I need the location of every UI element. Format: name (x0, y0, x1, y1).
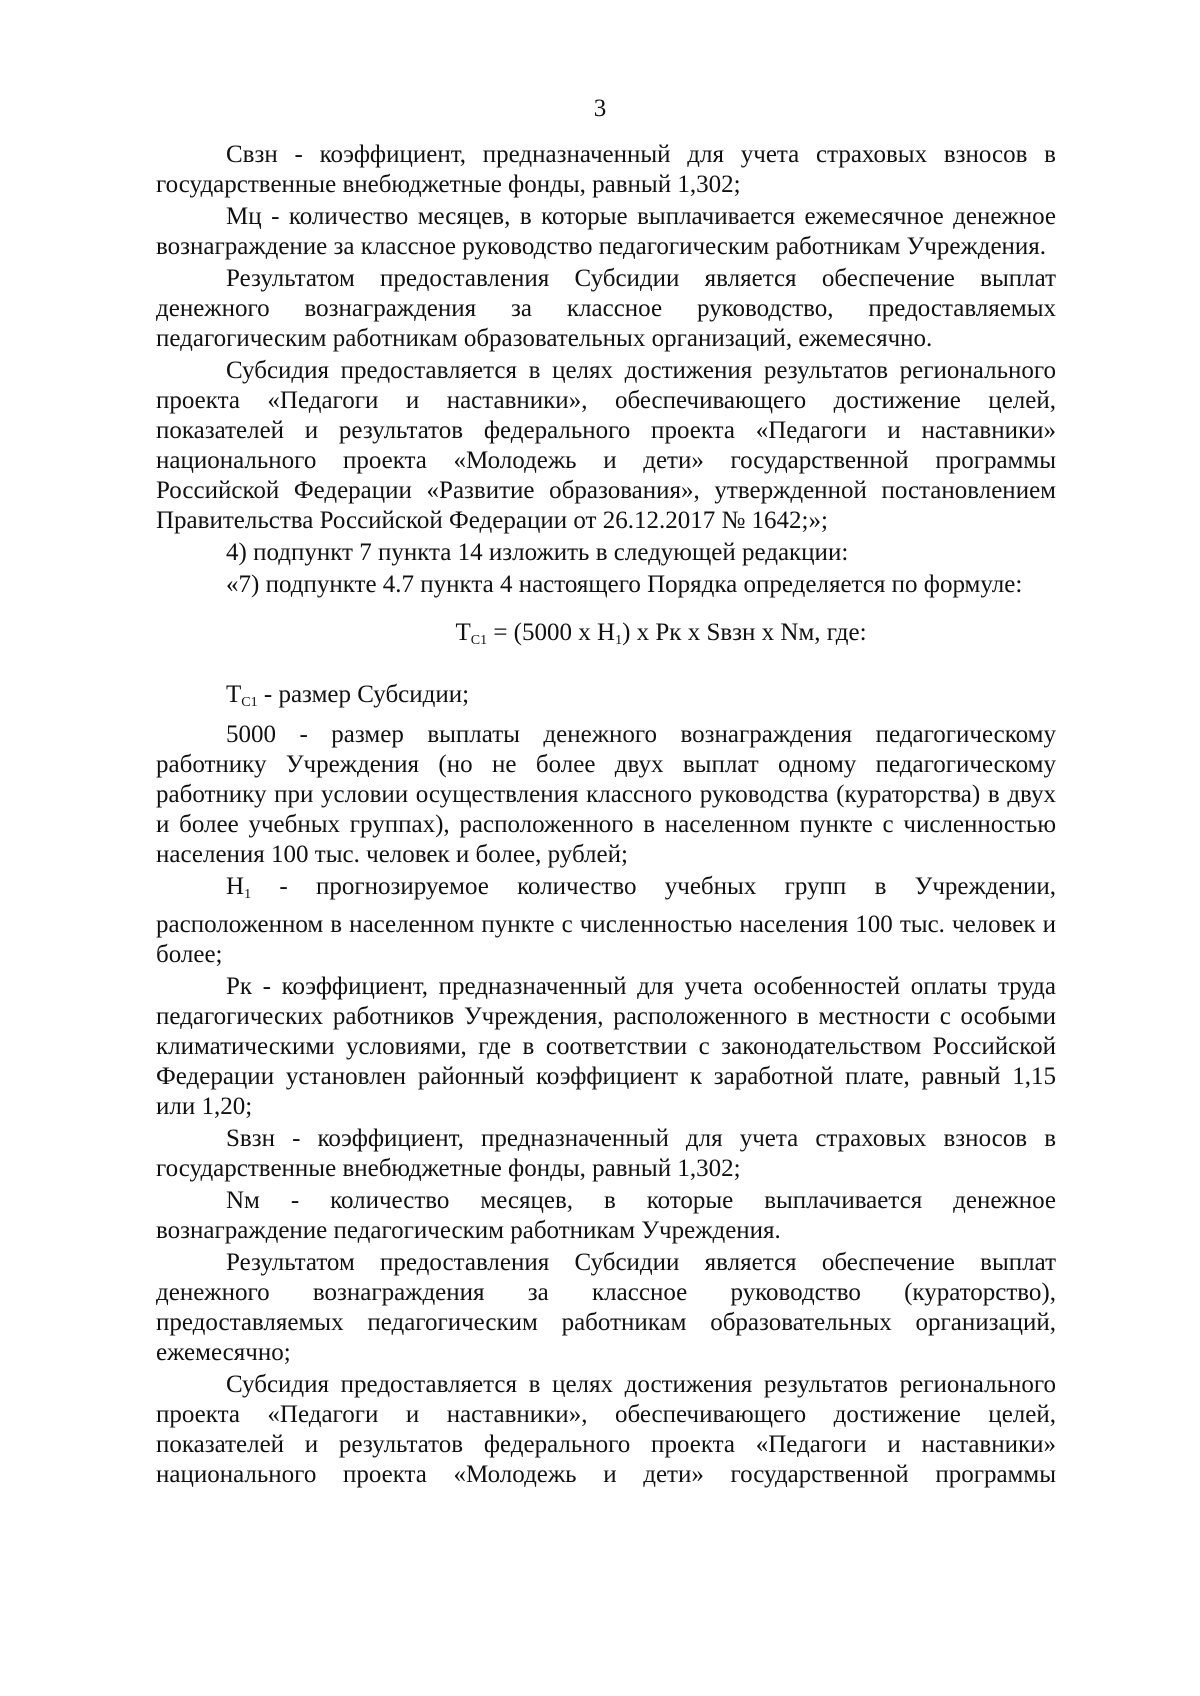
paragraph-result-1: Результатом предоставления Субсидии является обеспечение выплат денежного вознаграждения за классное руководство, предоставляемых педагогическим работникам образовательных организаций, ежемесячно. (156, 265, 1056, 352)
formula-part1: = (5000 х Н (487, 619, 616, 646)
definition-5000: 5000 - размер выплаты денежного вознаграждения педагогическому работнику Учреждения (но не более двух выплат одному педагогическому работнику при условии осуществления классного руководства (кураторства) в двух и более учебных группах), расположенного в населенном пункте с численностью населения 100 тыс. человек и более, рублей; (156, 721, 1056, 868)
paragraph-result-2: Результатом предоставления Субсидии является обеспечение выплат денежного вознаграждения за классное руководство (кураторство), предоставляемых педагогическим работникам образовательных организаций, ежемесячно; (156, 1249, 1056, 1366)
paragraph-purpose-1: Субсидия предоставляется в целях достижения результатов регионального проекта «Педагоги и наставники», обеспечивающего достижение целей, показателей и результатов федерального проекта «Педагоги и наставники» национального проекта «Молодежь и дети» государственной программы Российской Федерации «Развитие образования», утвержденной постановлением Правительства Российской Федерации от 26.12.2017 № 1642;»; (156, 357, 1056, 534)
paragraph-mc: Мц - количество месяцев, в которые выплачивается ежемесячное денежное вознаграждение за классное руководство педагогическим работникам Учреждения. (156, 203, 1056, 260)
document-body (156, 140, 1056, 1492)
definition-svzn: Sвзн - коэффициент, предназначенный для учета страховых взносов в государственные внебюджетные фонды, равный 1,302; (156, 1125, 1056, 1182)
definition-h1: $Н_1$ - прогнозируемое количество учебных групп в Учреждении, расположенном в населенном пункте с численностью населения 100 тыс. человек и более; (156, 873, 1056, 968)
paragraph-amendment-4: 4) подпункт 7 пункта 14 изложить в следующей редакции: (226, 539, 849, 566)
formula-t-subscript: С1 (470, 633, 488, 648)
definition-tc1: $Т_{С1}$ - размер Субсидии; (226, 681, 470, 710)
formula-part2: ) х Рк х Sвзн х Nм, где: (622, 619, 867, 646)
page-number: 3 (593, 95, 607, 122)
h1-subscript: 1 (244, 887, 252, 902)
definition-nm: Nм - количество месяцев, в которые выплачивается денежное вознаграждение педагогическим работникам Учреждения. (156, 1187, 1056, 1244)
formula-h-subscript: 1 (615, 633, 623, 648)
formula-t: Т (455, 619, 471, 646)
formula (156, 618, 1056, 656)
paragraph-purpose-2: Субсидия предоставляется в целях достижения результатов регионального проекта «Педагоги и наставники», обеспечивающего достижение целей, показателей и результатов федерального проекта «Педагоги и наставники» национального проекта «Молодежь и дети» государственной программы (156, 1371, 1056, 1488)
paragraph-svzn: Свзн - коэффициент, предназначенный для учета страховых взносов в государственные внебюджетные фонды, равный 1,302; (156, 141, 1056, 198)
tc1-subscript: С1 (241, 695, 258, 710)
definition-rk: Рк - коэффициент, предназначенный для учета особенностей оплаты труда педагогических работников Учреждения, расположенного в местности с особыми климатическими условиями, где в соответствии с законодательством Российской Федерации установлен районный коэффициент к заработной плате, равный 1,15 или 1,20; (156, 973, 1056, 1120)
paragraph-subitem-7: «7) подпункте 4.7 пункта 4 настоящего Порядка определяется по формуле: (226, 571, 1023, 598)
